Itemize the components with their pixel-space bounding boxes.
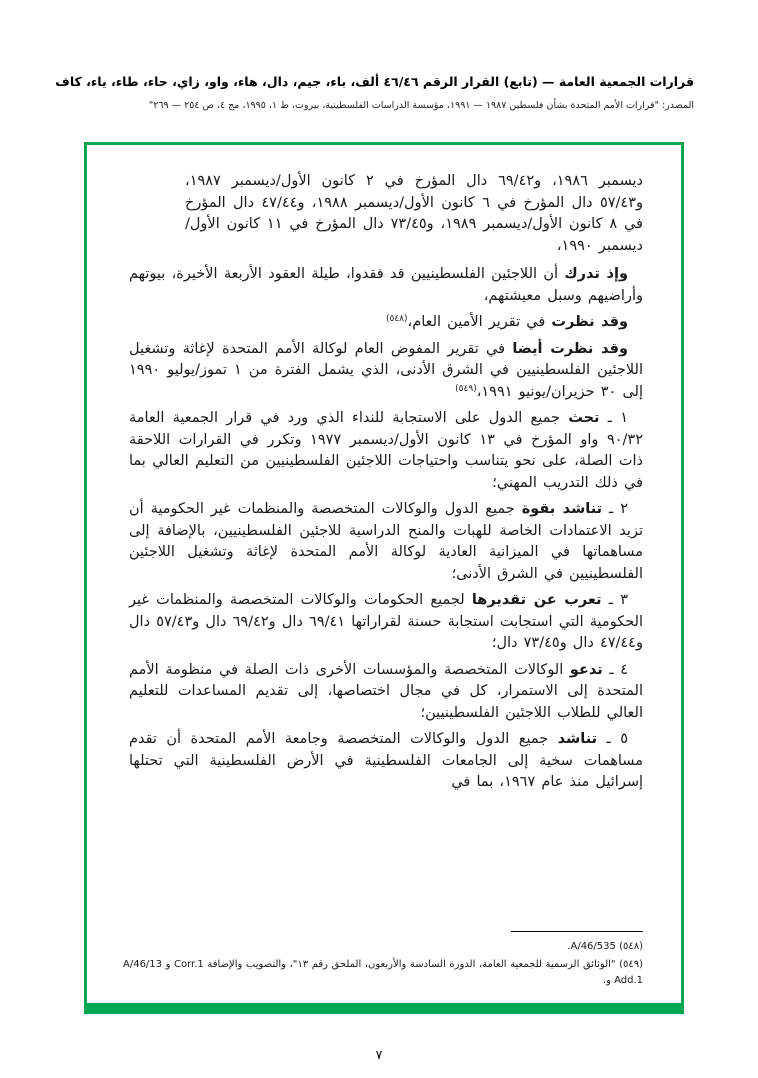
item-verb: تعرب عن تقديرها bbox=[471, 592, 602, 608]
item-text: جميع الدول والوكالات المتخصصة وجامعة الأمم المتحدة أن تقدم مساهمات سخية إلى الجامعات الفلسطينية في الأرض الفلسطينية التي تحتلها إسرائيل منذ عام ١٩٦٧، بما في bbox=[129, 731, 643, 790]
operative-paragraph-3 bbox=[129, 590, 643, 655]
item-verb: تناشد bbox=[557, 731, 598, 747]
operative-paragraph-1 bbox=[129, 408, 643, 494]
footnote-549-label: (٥٤٩) bbox=[619, 959, 643, 970]
footnote-ref-548: (٥٤٨) bbox=[386, 314, 408, 324]
preamble-lead: وإذ تدرك bbox=[564, 266, 628, 282]
item-number: ٣ ـ bbox=[601, 592, 628, 608]
item-text: لجميع الحكومات والوكالات المتخصصة والمنظمات غير الحكومية التي استجابت استجابة حسنة لقراراتها ٦٩/٤١ دال و٦٩/٤٢ دال و٥٧/٤٣ دال و٤٧/٤٤ دال و٧٣/٤٥ دال؛ bbox=[129, 592, 643, 651]
item-text: جميع الدول والوكالات المتخصصة والمنظمات غير الحكومية أن تزيد الاعتمادات الخاصة للهبات والمنح الدراسية للاجئين الفلسطينيين، بالإضافة إلى مساهماتها في الميزانية العادية لوكالة الأمم المتحدة لإغاثة وتشغيل اللاجئين الفلسطينيين في الشرق الأدنى؛ bbox=[129, 501, 643, 582]
item-text: جميع الدول على الاستجابة للنداء الذي ورد في قرار الجمعية العامة ٩٠/٣٢ واو المؤرخ في ١٣ كانون الأول/ديسمبر ١٩٧٧ وتكرر في القرارات اللاحقة ذات الصلة، على نحو يتناسب واحتياجات اللاجئين الفلسطينيين من التعليم العالي بما في ذلك التدريب المهني؛ bbox=[129, 410, 644, 491]
preamble-text: أن اللاجئين الفلسطينيين قد فقدوا، طيلة العقود الأربعة الأخيرة، بيوتهم وأراضيهم وسبل معيشتهم، bbox=[129, 266, 643, 304]
preamble-paragraph-1 bbox=[129, 264, 643, 307]
footnote-548 bbox=[123, 939, 643, 955]
item-verb: تدعو bbox=[569, 661, 603, 678]
footnote-separator-rule bbox=[511, 931, 643, 932]
preamble-paragraph-3 bbox=[129, 339, 643, 404]
green-border-box bbox=[84, 142, 684, 1014]
item-number: ١ ـ bbox=[599, 410, 628, 426]
resolution-body bbox=[87, 145, 681, 913]
paragraph-dates bbox=[185, 171, 643, 257]
preamble-lead: وقد نظرت bbox=[551, 314, 628, 330]
footnote-549-text: "الوثائق الرسمية للجمعية العامة، الدورة السادسة والأربعون، الملحق رقم ١٣"، والتصويب والإضافة ‪A/46/13 و Corr.1 و Add.1‬. bbox=[123, 959, 643, 986]
item-number: ٢ ـ bbox=[602, 501, 629, 517]
operative-paragraph-5 bbox=[129, 729, 643, 794]
footnotes-section bbox=[123, 931, 643, 991]
item-text: الوكالات المتخصصة والمؤسسات الأخرى ذات الصلة في منظومة الأمم المتحدة إلى الاستمرار، كل في مجال اختصاصها، إلى تقديم المساعدات للتعليم العالي للطلاب اللاجئين الفلسطينيين؛ bbox=[129, 661, 643, 721]
item-verb: تحث bbox=[568, 410, 600, 426]
operative-paragraph-2 bbox=[129, 499, 643, 585]
paragraph-dates-text: ديسمبر ١٩٨٦، و٦٩/٤٢ دال المؤرخ في ٢ كانون الأول/ديسمبر ١٩٨٧، و٥٧/٤٣ دال المؤرخ في ٦ كانون الأول/ديسمبر ١٩٨٨، و٤٧/٤٤ دال المؤرخ في ٨ كانون الأول/ديسمبر ١٩٨٩، و٧٣/٤٥ دال المؤرخ في ١١ كانون الأول/ديسمبر ١٩٩٠، bbox=[185, 173, 644, 254]
preamble-paragraph-2 bbox=[129, 312, 643, 334]
header-title: قرارات الجمعية العامة — (تابع) القرار الرقم ٤٦/٤٦ ألف، باء، جيم، دال، هاء، واو، زاي، حاء، طاء، ياء، كاف bbox=[55, 74, 694, 89]
item-number: ٥ ـ bbox=[597, 731, 629, 747]
footnote-ref-549: (٥٤٩) bbox=[455, 383, 477, 394]
item-verb: تناشد بقوة bbox=[521, 501, 603, 517]
operative-paragraph-4 bbox=[129, 660, 643, 725]
item-number: ٤ ـ bbox=[602, 661, 629, 678]
footnote-548-label: (٥٤٨) bbox=[619, 941, 643, 952]
page-number: ٧ bbox=[375, 1047, 383, 1062]
footnote-549 bbox=[123, 957, 643, 989]
header-source-line: المصدر: "قرارات الأمم المتحدة بشأن فلسطين ١٩٨٧ — ١٩٩١، مؤسسة الدراسات الفلسطينية، بيروت، ط ١، ١٩٩٥، مج ٤، ص ٢٥٤ — ٢٦٩" bbox=[148, 100, 694, 111]
preamble-text: في تقرير المفوض العام لوكالة الأمم المتحدة لإغاثة وتشغيل اللاجئين الفلسطينيين في الشرق الأدنى، الذي يشمل الفترة من ١ تموز/يوليو ١٩٩٠ إلى ٣٠ حزيران/يونيو ١٩٩١، bbox=[129, 340, 643, 400]
preamble-lead: وقد نظرت أيضا bbox=[512, 340, 628, 357]
footnote-548-text: A/46/535. bbox=[567, 941, 616, 952]
preamble-text: في تقرير الأمين العام، bbox=[407, 314, 552, 330]
